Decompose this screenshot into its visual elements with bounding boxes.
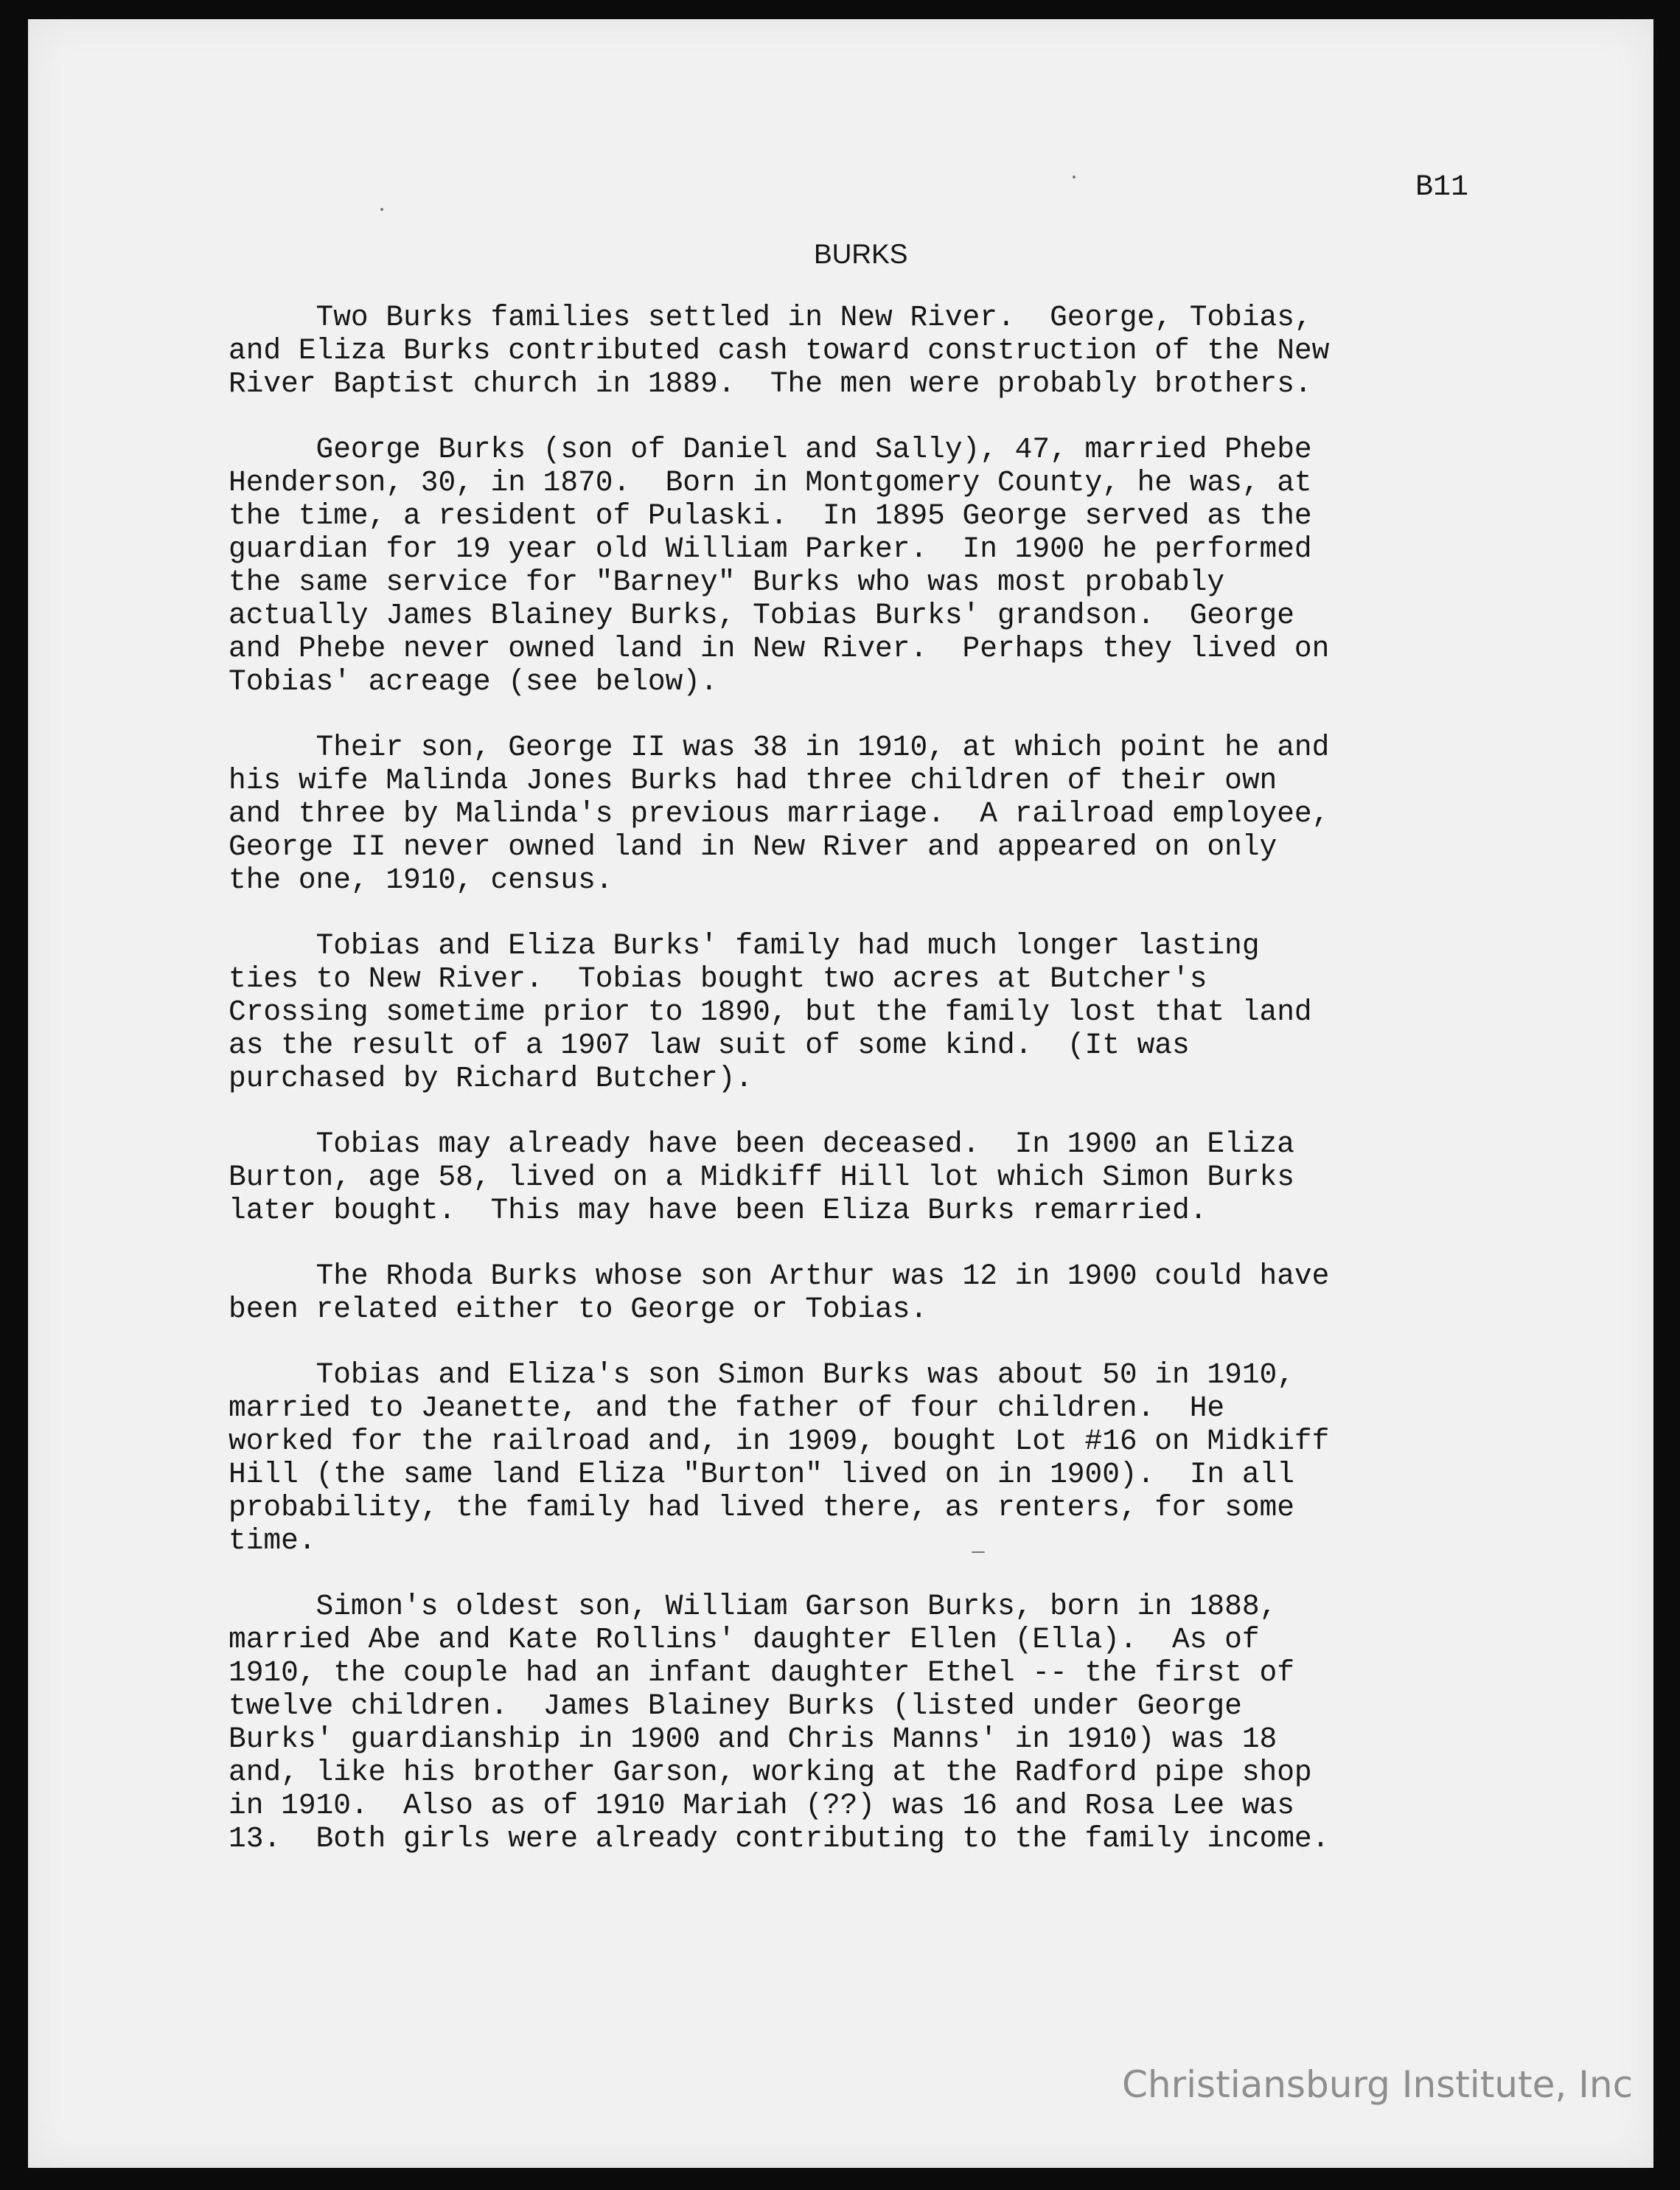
document-title: BURKS [814,239,908,269]
text-line: Tobias and Eliza's son Simon Burks was about 50 in 1910, [229,1358,1294,1391]
paragraph [229,1590,1496,1855]
text-line: worked for the railroad and, in 1909, bought Lot #16 on Midkiff [229,1425,1330,1458]
paragraph [229,731,1496,897]
paper-speck [972,1551,985,1553]
text-line: Tobias may already have been deceased. In 1900 an Eliza [229,1127,1294,1161]
text-line: actually James Blainey Burks, Tobias Burks' grandson. George [229,599,1294,632]
text-line: 1910, the couple had an infant daughter Ethel -- the first of [229,1656,1294,1689]
text-line: time. [229,1524,316,1557]
text-line: ties to New River. Tobias bought two acres at Butcher's [229,962,1207,995]
text-line: married Abe and Kate Rollins' daughter Ellen (Ella). As of [229,1623,1260,1656]
text-line: 13. Both girls were already contributing to the family income. [229,1822,1330,1855]
text-line: and three by Malinda's previous marriage. A railroad employee, [229,797,1330,830]
text-line: and, like his brother Garson, working at the Radford pipe shop [229,1756,1312,1789]
text-line: Hill (the same land Eliza "Burton" lived on in 1900). In all [229,1458,1294,1491]
text-line: been related either to George or Tobias. [229,1293,928,1326]
paragraph [229,1259,1496,1326]
text-line: guardian for 19 year old William Parker. In 1900 he performed [229,532,1312,566]
text-line: Burks' guardianship in 1900 and Chris Manns' in 1910) was 18 [229,1723,1278,1756]
paragraph [229,929,1496,1095]
text-line: Crossing sometime prior to 1890, but the family lost that land [229,995,1312,1029]
text-line: The Rhoda Burks whose son Arthur was 12 in 1900 could have [229,1259,1330,1293]
paper-speck [1073,175,1076,178]
text-line: in 1910. Also as of 1910 Mariah (??) was 16 and Rosa Lee was [229,1789,1294,1822]
text-line: as the result of a 1907 law suit of some kind. (It was [229,1029,1190,1062]
paragraph [229,433,1496,698]
text-line: Tobias and Eliza Burks' family had much longer lasting [229,929,1260,962]
text-line: George Burks (son of Daniel and Sally), 47, married Phebe [229,433,1312,466]
text-line: Two Burks families settled in New River. George, Tobias, [229,301,1312,334]
text-line: Henderson, 30, in 1870. Born in Montgomery County, he was, at [229,466,1312,499]
paragraph [229,301,1496,400]
text-line: the same service for "Barney" Burks who was most probably [229,566,1225,599]
text-line: Burton, age 58, lived on a Midkiff Hill lot which Simon Burks [229,1161,1294,1194]
text-line: twelve children. James Blainey Burks (listed under George [229,1689,1242,1723]
document-body [229,301,1496,1888]
text-line: Their son, George II was 38 in 1910, at which point he and [229,731,1330,764]
text-line: his wife Malinda Jones Burks had three children of their own [229,764,1278,797]
text-line: the one, 1910, census. [229,863,613,897]
text-line: the time, a resident of Pulaski. In 1895 George served as the [229,499,1312,532]
page-number: B11 [1415,171,1469,204]
watermark: Christiansburg Institute, Inc [1122,2063,1634,2106]
paragraph [229,1358,1496,1557]
text-line: and Eliza Burks contributed cash toward construction of the New [229,334,1330,367]
text-line: Simon's oldest son, William Garson Burks, born in 1888, [229,1590,1278,1623]
text-line: later bought. This may have been Eliza Burks remarried. [229,1194,1207,1227]
text-line: probability, the family had lived there, as renters, for some [229,1491,1294,1524]
text-line: married to Jeanette, and the father of four children. He [229,1391,1225,1425]
text-line: George II never owned land in New River and appeared on only [229,830,1278,863]
text-line: River Baptist church in 1889. The men were probably brothers. [229,367,1312,400]
paper-speck [380,208,383,211]
text-line: Tobias' acreage (see below). [229,665,718,698]
paragraph [229,1127,1496,1227]
text-line: purchased by Richard Butcher). [229,1062,753,1095]
text-line: and Phebe never owned land in New River. Perhaps they lived on [229,632,1330,665]
